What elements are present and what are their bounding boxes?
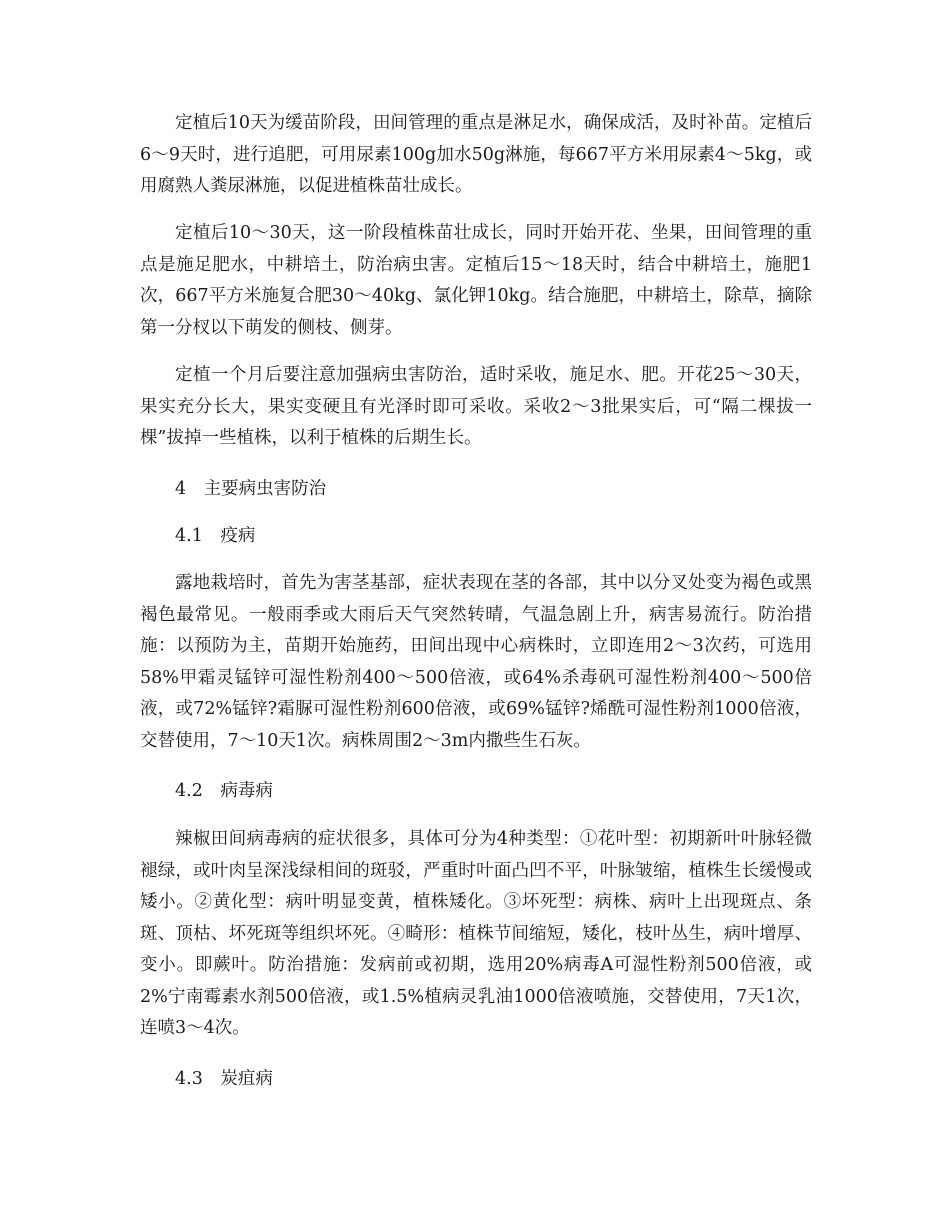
paragraph-seedling-recovery: 定植后10天为缓苗阶段，田间管理的重点是淋足水，确保成活，及时补苗。定植后6～9天时，进行追肥，可用尿素100g加水50g淋施，每667平方米用尿素4～5kg，或用腐熟人粪尿淋施，以促进植株苗壮成长。 xyxy=(140,113,812,196)
section-4-1-text: 露地栽培时，首先为害茎基部，症状表现在茎的各部，其中以分叉处变为褐色或黑褐色最常见。一般雨季或大雨后天气突然转晴，气温急剧上升，病害易流行。防治措施：以预防为主，苗期开始施药，田间出现中心病株时，立即连用2～3次药，可选用58%甲霜灵锰锌可湿性粉剂400～500倍液，或64%杀毒矾可湿性粉剂400～500倍液，或72%锰锌?霜脲可湿性粉剂600倍液，或69%锰锌?烯酰可湿性粉剂1000倍液，交替使用，7～10天1次。病株周围2～3m内撒些生石灰。 xyxy=(140,573,812,751)
paragraph-harvest: 定植一个月后要注意加强病虫害防治，适时采收，施足水、肥。开花25～30天，果实充分长大，果实变硬且有光泽时即可采收。采收2～3批果实后，可“隔二棵拔一棵”拔掉一些植株，以利于植株的后期生长。 xyxy=(140,365,812,448)
paragraph-growth-stage: 定植后10～30天，这一阶段植株苗壮成长，同时开始开花、坐果，田间管理的重点是施足肥水，中耕培土，防治病虫害。定植后15～18天时，结合中耕培土，施肥1次，667平方米施复合肥30～40kg、氯化钾10kg。结合施肥，中耕培土，除草，摘除第一分杈以下萌发的侧枝、侧芽。 xyxy=(140,223,812,338)
section-4-2-heading: 4.2 病毒病 xyxy=(175,781,273,801)
section-4-3-heading: 4.3 炭疽病 xyxy=(175,1069,273,1089)
section-4-2-text: 辣椒田间病毒病的症状很多，具体可分为4种类型：①花叶型：初期新叶叶脉轻微褪绿，或叶肉呈深浅绿相间的斑驳，严重时叶面凸凹不平，叶脉皱缩，植株生长缓慢或矮小。②黄化型：病叶明显变黄，植株矮化。③坏死型：病株、病叶上出现斑点、条斑、顶枯、坏死斑等组织坏死。④畸形：植株节间缩短，矮化，枝叶丛生，病叶增厚、变小。即蕨叶。防治措施：发病前或初期，选用20%病毒A可湿性粉剂500倍液，或2%宁南霉素水剂500倍液，或1.5%植病灵乳油1000倍液喷施，交替使用，7天1次，连喷3～4次。 xyxy=(140,829,812,1038)
section-4-heading: 4 主要病虫害防治 xyxy=(175,479,327,499)
section-4-1-heading: 4.1 疫病 xyxy=(175,526,256,546)
